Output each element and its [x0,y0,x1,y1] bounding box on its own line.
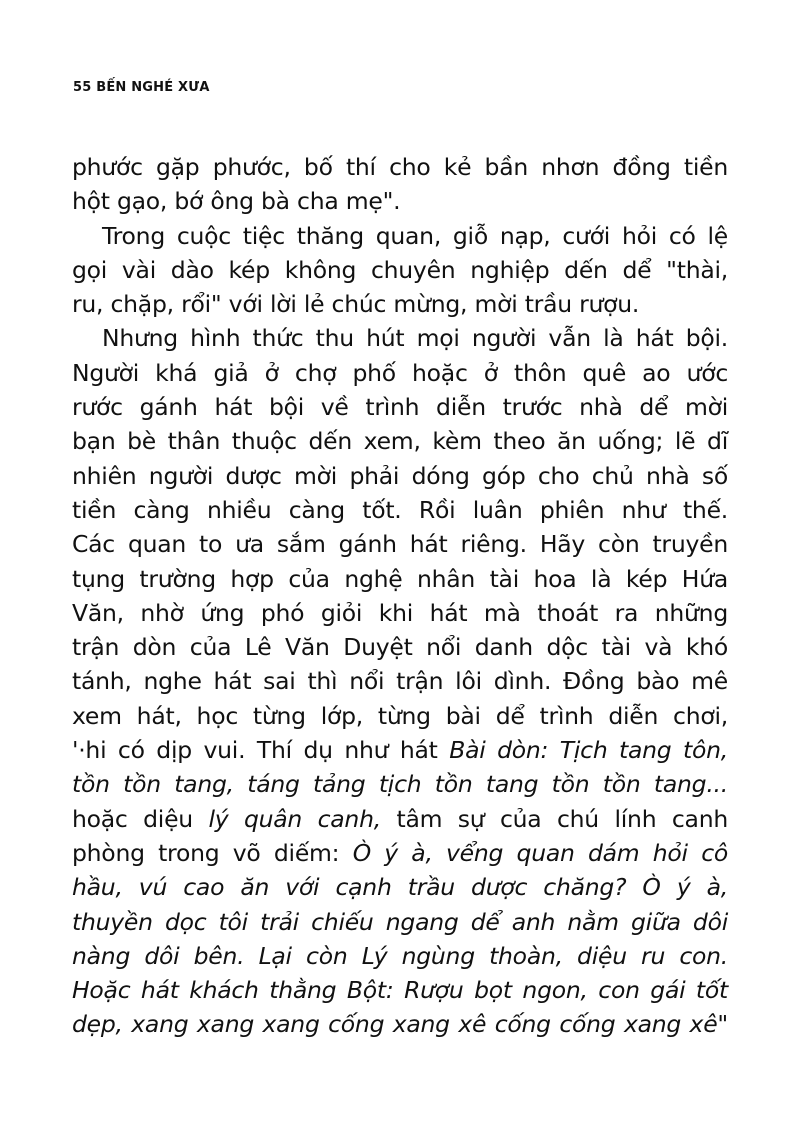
text-line [72,939,728,973]
text-line [72,321,728,355]
italic-text-segment: tồn tồn tang, táng tảng tịch tồn tang tồn tồn tang... [72,770,728,799]
italic-text-segment: Bài dòn: Tịch tang tôn, [449,736,728,765]
text-line [72,150,728,184]
text-line [72,1007,728,1041]
text-segment: phước gặp phước, bố thí cho kẻ bần nhơn đồng tiền [72,153,728,181]
text-line [72,664,728,698]
text-segment: hột gạo, bớ ông bà cha mẹ". [72,187,401,216]
text-segment: tâm sự của chú lính canh [380,804,728,833]
italic-text-segment: Ò ý à, vểng quan dám hỏi cô [352,838,728,867]
text-segment: xem hát, học từng lớp, từng bài dể trình diễn chơi, [72,701,728,730]
text-segment: Văn, nhờ ứng phó giỏi khi hát mà thoát ra những [72,598,728,627]
text-line [72,596,728,630]
text-segment: tụng trường hợp của nghệ nhân tài hoa là kép Hứa [72,564,728,593]
italic-text-segment: hầu, vú cao ăn với cạnh trầu dược chăng? Ò ý à, [72,873,728,902]
italic-text-segment: dẹp, xang xang xang cống xang xê cống cống xang xê" [72,1010,728,1039]
text-segment: trận dòn của Lê Văn Duyệt nổi danh dộc tài và khó [72,633,728,662]
italic-text-segment: lý quân canh, [208,804,381,833]
text-segment: ru, chặp, rổi" với lời lẻ chúc mừng, mời trầu rượu. [72,290,640,319]
text-segment: phòng trong võ diếm: [72,838,353,867]
body-text [72,150,728,1042]
text-segment: tánh, nghe hát sai thì nổi trận lôi dình. Đồng bào mê [72,667,728,696]
text-segment: Nhưng hình thức thu hút mọi người vẫn là hát bội. [102,324,728,353]
text-line [72,802,728,836]
text-line [72,527,728,561]
text-segment: hoặc diệu [72,804,209,833]
text-line [72,733,728,767]
text-segment: rước gánh hát bội về trình diễn trước nhà dể mời [72,393,728,422]
text-line [72,184,728,218]
text-line [72,253,728,287]
text-line [72,767,728,801]
text-line [72,424,728,458]
text-line [72,287,728,321]
text-line [72,870,728,904]
text-segment: '·hi có dịp vui. Thí dụ như hát [72,736,450,765]
text-line [72,699,728,733]
text-line [72,562,728,596]
text-line [72,836,728,870]
italic-text-segment: Hoặc hát khách thằng Bột: Rượu bọt ngon, con gái tốt [72,976,728,1005]
text-segment: Trong cuộc tiệc thăng quan, giỗ nạp, cưới hỏi có lệ [102,221,728,250]
italic-text-segment: thuyền dọc tôi trải chiếu ngang dể anh nằm giữa dôi [72,907,728,936]
text-line [72,905,728,939]
italic-text-segment: nàng dôi bên. Lại còn Lý ngùng thoàn, diệu ru con. [72,941,728,970]
text-segment: tiền càng nhiều càng tốt. Rồi luân phiên như thế. [72,495,728,524]
text-line [72,493,728,527]
text-segment: Người khá giả ở chợ phố hoặc ở thôn quê ao ước [72,358,728,387]
text-line [72,973,728,1007]
text-line [72,630,728,664]
text-line [72,459,728,493]
text-segment: bạn bè thân thuộc dến xem, kèm theo ăn uống; lẽ dĩ [72,427,728,456]
text-segment: nhiên người dược mời phải dóng góp cho chủ nhà số [72,461,728,490]
text-segment: Các quan to ưa sắm gánh hát riêng. Hãy còn truyền [72,530,728,559]
running-head: 55 BẾN NGHÉ XƯA [73,80,210,95]
text-line [72,356,728,390]
text-line [72,390,728,424]
text-segment: gọi vài dào kép không chuyên nghiệp dến dể "thài, [72,255,728,284]
text-line [72,219,728,253]
